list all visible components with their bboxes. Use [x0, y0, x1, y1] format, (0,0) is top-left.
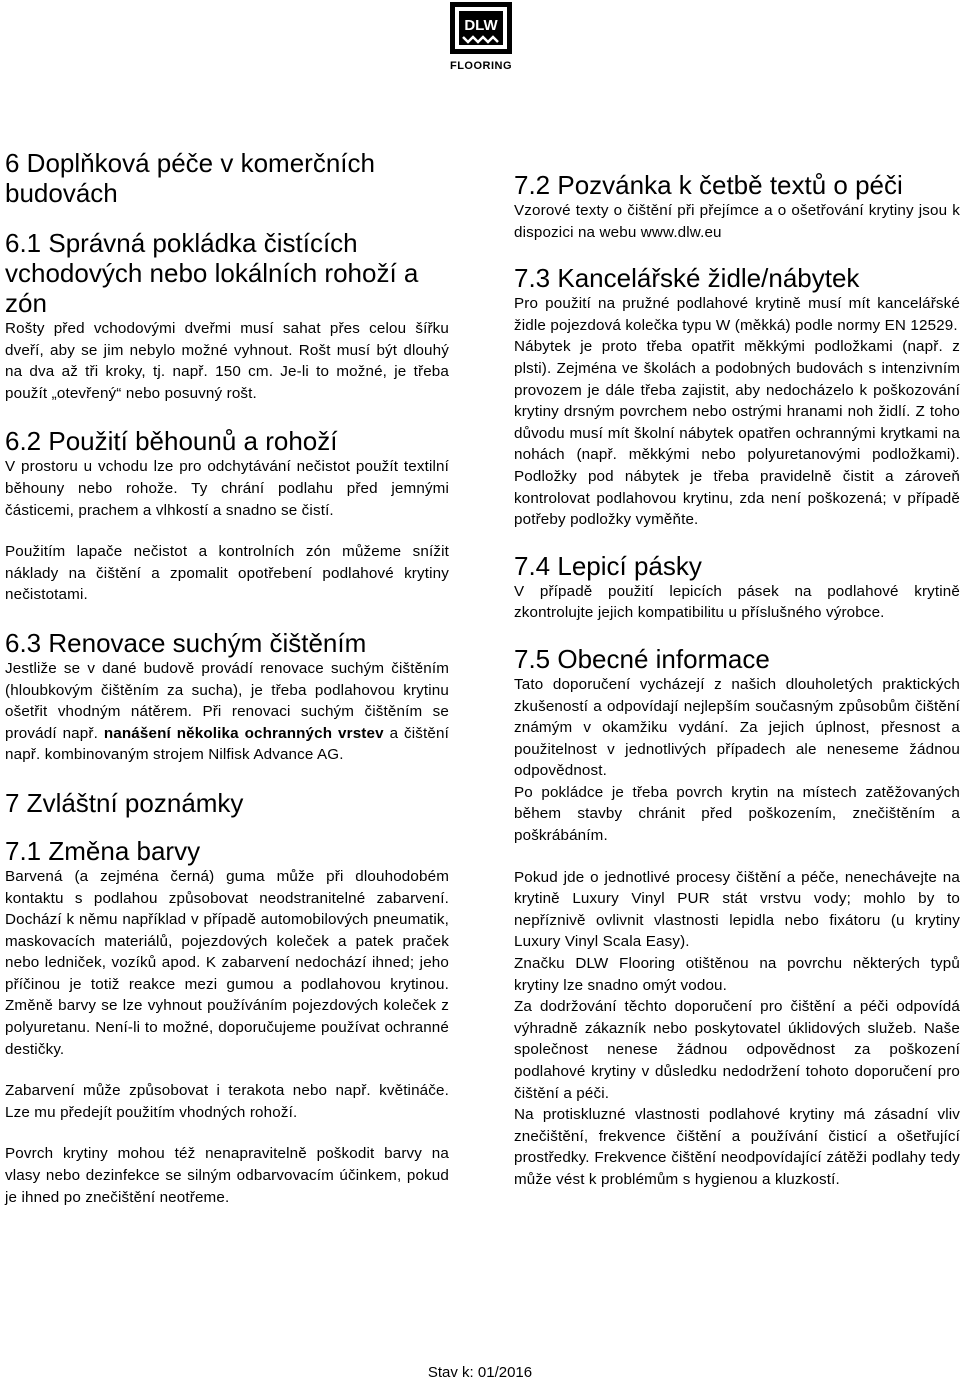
footer-status: Stav k: 01/2016 — [427, 1364, 533, 1381]
right-column — [514, 170, 960, 1191]
section-7-heading: 7 Zvláštní poznámky — [5, 787, 244, 818]
section-7-1-heading: 7.1 Změna barvy — [5, 835, 201, 866]
section-7-3-text-1: Pro použití na pružné podlahové krytině musí mít kancelářské židle pojezdová kolečka typu W (měkká) podle normy EN 12529. — [514, 295, 960, 334]
section-7-5-text-6: Na protiskluzné vlastnosti podlahové krytiny má zásadní vliv znečištění, frekvence čištění a používání čisticí a ošetřující prostředky. Frekvence čištění neodpovídající zátěži podlahy tedy může vést k problémům s hygienou a kluzkostí. — [514, 1106, 960, 1188]
section-6-3-heading: 6.3 Renovace suchým čištěním — [5, 627, 367, 658]
section-7-2-text: Vzorové texty o čištění při přejímce a o ošetřování krytiny jsou k dispozici na webu www.dlw.eu — [514, 202, 960, 241]
section-7-5-text-1: Tato doporučení vycházejí z našich dlouholetých praktických zkušeností a odpovídají nejlepším současným způsobům čištění známým v okamžiku vydání. Za jejich úplnost, přesnost a použitelnost v jednotlivých případech ale neneseme žádnou odpovědnost. — [514, 675, 960, 780]
logo-subtitle: FLOORING — [449, 60, 513, 72]
section-7-1-text-3: Povrch krytiny mohou též nenapravitelně poškodit barvy na vlasy nebo dezinfekce se silným odbarvovacím účinkem, pokud je ihned po znečištění neotřeme. — [5, 1145, 449, 1206]
left-column — [5, 148, 449, 1208]
section-7-5-text-3: Pokud jde o jednotlivé procesy čištění a péče, nenechávejte na krytině Luxury Vinyl PUR stát vrstvu vody; mohlo by to nepříznivě ovlivnit vlastnosti lepidla nebo fixátoru (u krytiny Luxury Vinyl Scala Easy). — [514, 868, 960, 951]
dlw-logo-mark — [448, 0, 514, 56]
section-6-2-text-2: Použitím lapače nečistot a kontrolních zón můžeme snížit náklady na čištění a zpomalit opotřebení podlahové krytiny nečistotami. — [5, 543, 449, 604]
logo-lettering: DLW — [464, 17, 498, 34]
section-7-3-heading: 7.3 Kancelářské židle/nábytek — [514, 263, 860, 294]
section-7-4-text: V případě použití lepicích pásek na podlahové krytině zkontrolujte jejich kompatibilitu u příslušného výrobce. — [514, 582, 960, 622]
section-7-5-heading: 7.5 Obecné informace — [514, 643, 770, 674]
section-7-1-text-1: Barvená (a zejména černá) guma může při dlouhodobém kontaktu s podlahou způsobovat neodstranitelné zabarvení. Dochází k němu například v případě automobilových pneumatik, maskovacích materiálů, pojezdových koleček a patek praček nebo ledniček, vozíků apod. K zabarvení nedochází ihned; jeho příčinou je totiž reakce mezi gumou a podlahovou krytinou. Změně barvy se lze vyhnout používáním pojezdových koleček z polyuretanu. Není-li to možné, doporučujeme používat ochranné destičky. — [5, 867, 449, 1058]
section-7-1-text-2: Zabarvení může způsobovat i terakota nebo např. květináče. Lze mu předejít použitím vhodných rohoží. — [5, 1082, 449, 1121]
section-6-3-text: Jestliže se v dané budově provádí renovace suchým čištěním (hloubkovým čištěním za sucha), je třeba podlahovou krytinu ošetřit vhodným nátěrem. Při renovaci suchým čištěním se provádí např. nanášení několika ochranných vrstev a čištění např. kombinovaným strojem Nilfisk Advance AG. — [5, 659, 449, 764]
section-6-3-emphasis: nanášení několika ochranných vrstev — [103, 724, 384, 742]
section-7-5-text-5: Za dodržování těchto doporučení pro čištění a péči odpovídá výhradně zákazník nebo poskytovatel úklidových služeb. Naše společnost nenese žádnou odpovědnost za poškození podlahové krytiny v důsledku nedodržení tohoto doporučení pro čištění a péči. — [514, 998, 960, 1102]
section-7-5-text-2: Po pokládce je třeba povrch krytin na místech zatěžovaných během stavby chránit před poškozením, znečištěním a poškrábáním. — [514, 783, 960, 845]
section-6-2-text-1: V prostoru u vchodu lze pro odchytávání nečistot použít textilní běhouny nebo rohože. Ty chrání podlahu před jemnými částicemi, prachem a vlhkostí a snadno se čistí. — [5, 458, 449, 519]
section-7-3-text-2: Nábytek je proto třeba opatřit měkkými podložkami (např. z plsti). Zejména ve školách a podobných budovách s intenzivním provozem je dále třeba zajistit, aby nedocházelo k poškozování krytiny drsným povrchem nebo ostrými hranami noh židlí. Z toho důvodu musí mít školní nábytek opatřen ochrannými krytkami na nohách (např. měkkými nebo polyuretanovými podložkami). Podložky pod nábytek je třeba pravidelně čistit a zároveň kontrolovat podlahovou krytinu, zda není poškozená; v případě potřeby podložky vyměňte. — [514, 338, 960, 529]
section-7-4-heading: 7.4 Lepicí pásky — [514, 550, 702, 581]
section-6-2-heading: 6.2 Použití běhounů a rohoží — [5, 426, 338, 457]
section-7-5-text-4: Značku DLW Flooring otištěnou na povrchu některých typů krytiny lze snadno omýt vodou. — [514, 955, 960, 994]
section-6-heading: 6 Doplňková péče v komerčních budovách — [5, 148, 375, 208]
section-6-1-heading: 6.1 Správná pokládka čistících vchodových nebo lokálních rohoží a zón — [5, 228, 419, 318]
dlw-logo — [436, 0, 526, 72]
section-6-1-text: Rošty před vchodovými dveřmi musí sahat přes celou šířku dveří, aby se jim nebylo možné vyhnout. Rošt musí být dlouhý na dva až tři kroky, tj. např. 150 cm. Je-li to možné, je třeba použít „otevřený“ nebo posuvný rošt. — [5, 320, 449, 402]
section-7-2-heading: 7.2 Pozvánka k četbě textů o péči — [514, 170, 903, 200]
